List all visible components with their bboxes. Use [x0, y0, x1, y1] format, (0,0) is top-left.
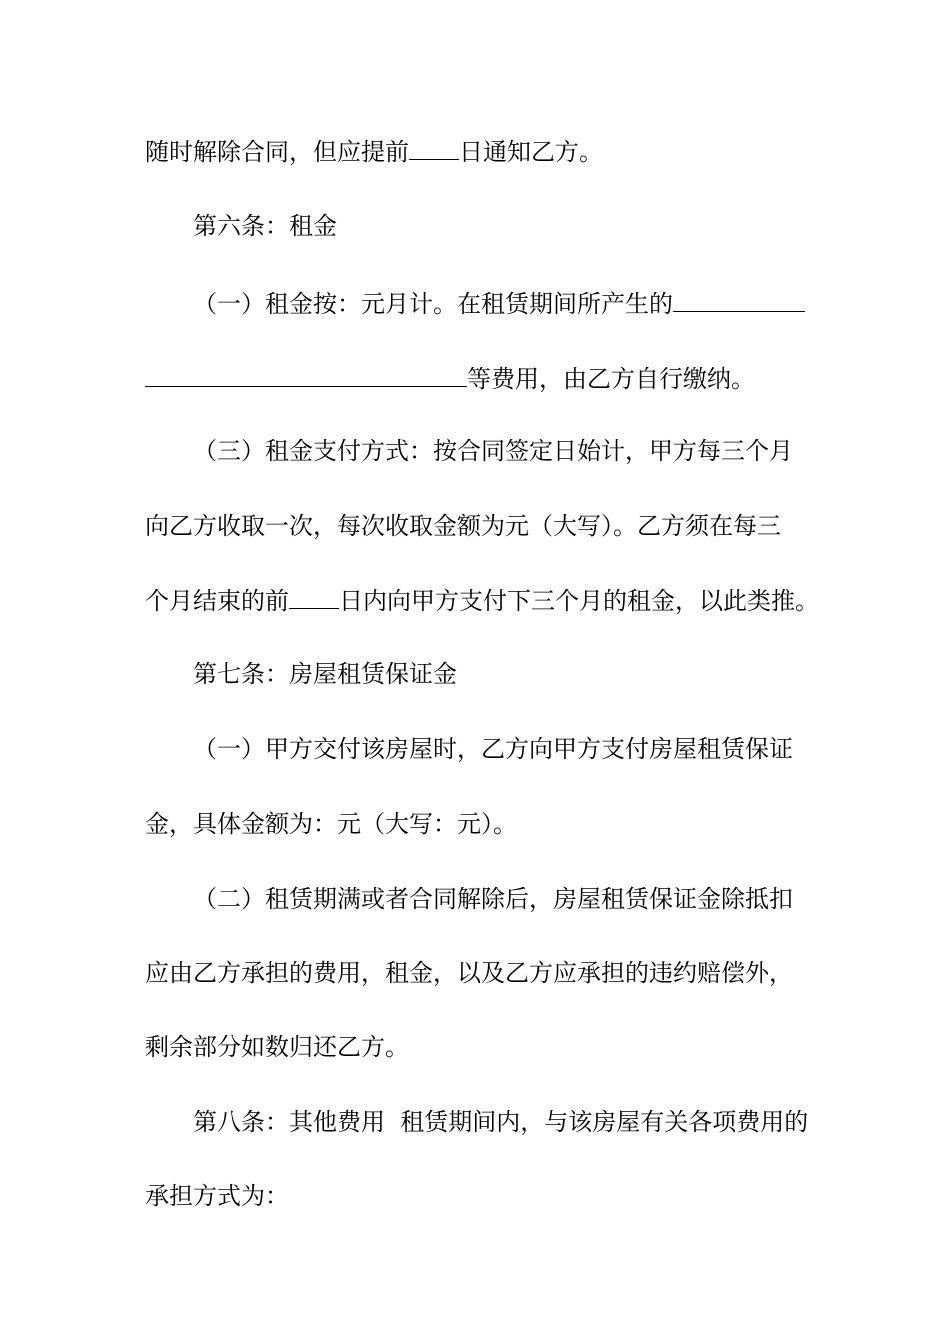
text-line-13 [145, 1027, 825, 1067]
line-10-text: 金，具体金额为：元（大写：元）。 [145, 810, 517, 838]
text-line-3 [193, 283, 873, 323]
text-line-10 [145, 804, 825, 844]
line-7-text-a: 个月结束的前 [145, 587, 289, 615]
line-2-text: 第六条：租金 [193, 212, 337, 240]
text-line-11 [193, 879, 873, 919]
text-line-4 [145, 358, 825, 398]
text-line-12 [145, 953, 825, 993]
text-line-15 [145, 1176, 825, 1216]
line-4-text: 等费用，由乙方自行缴纳。 [467, 365, 755, 393]
text-line-6 [145, 506, 825, 546]
line-5-text: （三）租金支付方式：按合同签定日始计，甲方每三个月 [193, 437, 793, 465]
line-11-text: （二）租赁期满或者合同解除后，房屋租赁保证金除抵扣 [193, 885, 793, 913]
line-8-text: 第七条：房屋租赁保证金 [193, 660, 457, 688]
text-line-5 [193, 431, 873, 471]
line-12-text: 应由乙方承担的费用，租金，以及乙方应承担的违约赔偿外， [145, 959, 793, 987]
text-line-7 [145, 580, 825, 620]
line-9-text: （一）甲方交付该房屋时，乙方向甲方支付房屋租赁保证 [193, 735, 793, 763]
fill-in-blank [673, 283, 805, 312]
line-1-text-b: 日通知乙方。 [459, 138, 603, 166]
article-6-heading [193, 206, 873, 246]
article-7-heading [193, 654, 873, 694]
line-1-text-a: 随时解除合同，但应提前 [145, 138, 409, 166]
line-3-text: （一）租金按：元月计。在租赁期间所产生的 [193, 290, 673, 318]
fill-in-blank [289, 580, 339, 609]
line-14-text: 第八条：其他费用 租赁期间内，与该房屋有关各项费用的 [193, 1108, 809, 1136]
line-13-text: 剩余部分如数归还乙方。 [145, 1033, 409, 1061]
fill-in-blank [409, 131, 459, 160]
line-6-text: 向乙方收取一次，每次收取金额为元（大写）。乙方须在每三 [145, 512, 781, 540]
fill-in-blank [145, 358, 467, 387]
text-line-9 [193, 729, 873, 769]
line-7-text-b: 日内向甲方支付下三个月的租金，以此类推。 [339, 587, 819, 615]
line-15-text: 承担方式为： [145, 1182, 289, 1210]
text-line-1 [145, 131, 825, 171]
article-8-heading [193, 1102, 873, 1142]
